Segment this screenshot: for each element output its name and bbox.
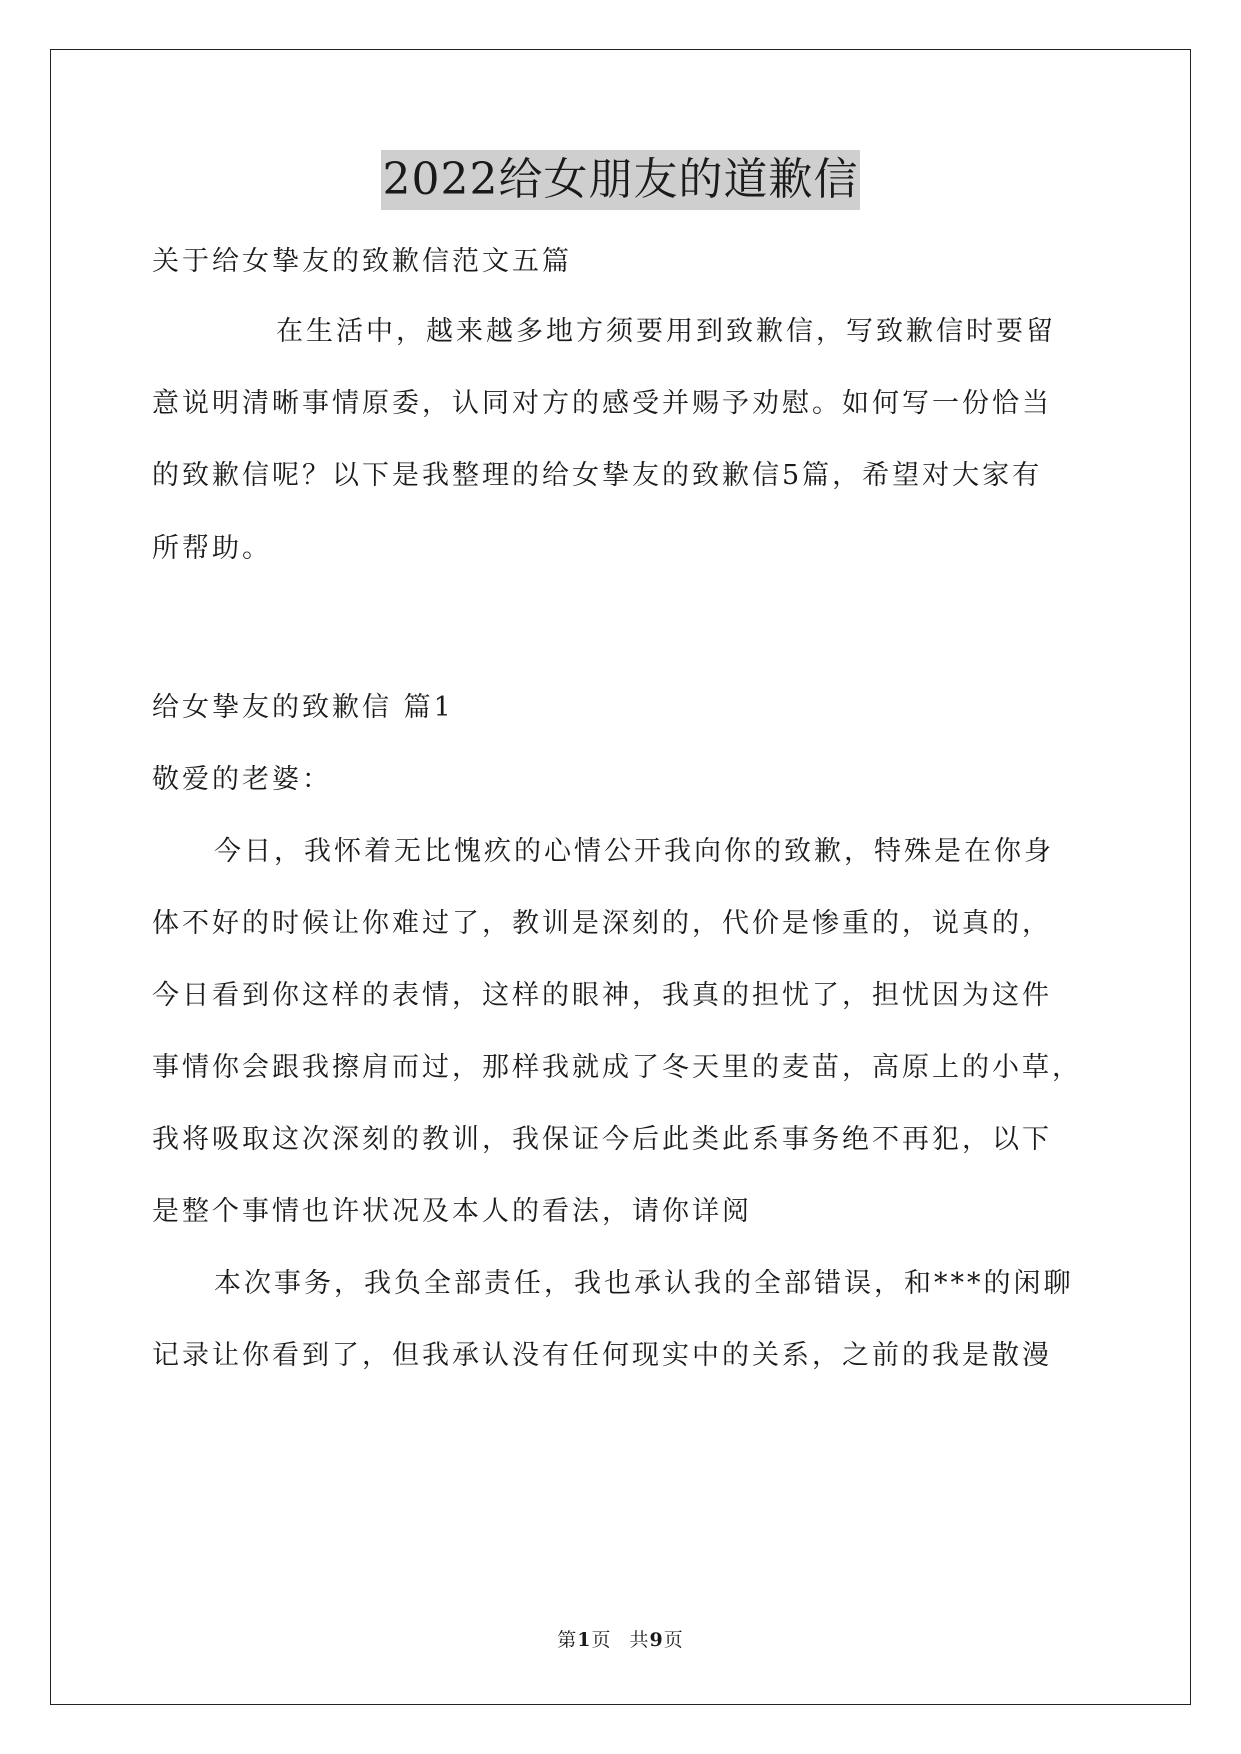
intro-line: 所帮助。 (152, 533, 272, 564)
total-suffix: 页 (663, 1629, 684, 1651)
document-subtitle: 关于给女挚友的致歉信范文五篇 (152, 246, 572, 277)
paragraph-line: 今日，我怀着无比愧疚的心情公开我向你的致歉，特殊是在你身 (214, 836, 1054, 867)
section-heading: 给女挚友的致歉信 篇1 (152, 692, 454, 723)
paragraph-line: 记录让你看到了，但我承认没有任何现实中的关系，之前的我是散漫 (152, 1340, 1052, 1371)
intro-line: 的致歉信呢？以下是我整理的给女挚友的致歉信5篇，希望对大家有 (152, 460, 1043, 491)
page-label: 页 (591, 1629, 612, 1651)
document-title-text: 2022给女朋友的道歉信 (381, 150, 861, 210)
page-total: 9 (649, 1629, 664, 1651)
paragraph-line: 我将吸取这次深刻的教训，我保证今后此类此系事务绝不再犯，以下 (152, 1124, 1052, 1155)
total-prefix: 共 (629, 1629, 650, 1651)
page-current: 1 (577, 1629, 592, 1651)
salutation: 敬爱的老婆： (152, 764, 332, 795)
paragraph-line: 本次事务，我负全部责任，我也承认我的全部错误，和***的闲聊 (214, 1268, 1074, 1299)
page-border (50, 49, 1191, 1705)
paragraph-line: 是整个事情也许状况及本人的看法，请你详阅 (152, 1196, 752, 1227)
paragraph-line: 体不好的时候让你难过了，教训是深刻的，代价是惨重的，说真的， (152, 908, 1052, 939)
paragraph-line: 今日看到你这样的表情，这样的眼神，我真的担忧了，担忧因为这件 (152, 980, 1052, 1011)
page-prefix: 第 (557, 1629, 578, 1651)
document-title (0, 150, 1241, 210)
page-footer (0, 1628, 1241, 1652)
intro-line: 意说明清晰事情原委，认同对方的感受并赐予劝慰。如何写一份恰当 (152, 388, 1052, 419)
intro-line: 在生活中，越来越多地方须要用到致歉信，写致歉信时要留 (276, 316, 1056, 347)
paragraph-line: 事情你会跟我擦肩而过，那样我就成了冬天里的麦苗，高原上的小草， (152, 1052, 1082, 1083)
